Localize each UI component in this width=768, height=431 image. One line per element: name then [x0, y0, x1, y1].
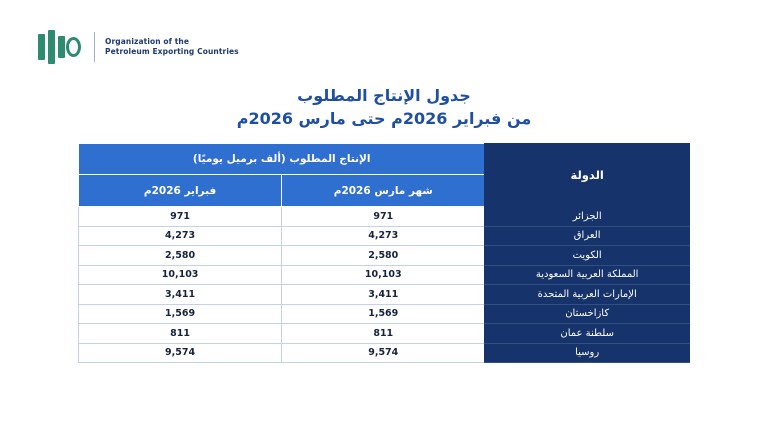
page-title-line1: جدول الإنتاج المطلوب — [297, 86, 471, 105]
table-row — [79, 207, 690, 227]
table-row — [79, 304, 690, 324]
table-row — [79, 343, 690, 363]
cell-country: العراق — [485, 226, 690, 246]
cell-march: 971 — [282, 207, 485, 227]
cell-march: 4,273 — [282, 226, 485, 246]
table-header-row-1 — [79, 144, 690, 175]
logo-divider — [94, 32, 95, 62]
cell-march: 10,103 — [282, 265, 485, 285]
cell-february: 971 — [79, 207, 282, 227]
column-header-country: الدولة — [485, 144, 690, 207]
cell-country: المملكة العربية السعودية — [485, 265, 690, 285]
production-table — [78, 143, 690, 363]
cell-march: 1,569 — [282, 304, 485, 324]
table-row — [79, 246, 690, 266]
table-row — [79, 285, 690, 305]
column-header-february: فبراير 2026م — [79, 175, 282, 207]
cell-february: 2,580 — [79, 246, 282, 266]
table-row — [79, 226, 690, 246]
cell-march: 3,411 — [282, 285, 485, 305]
cell-march: 9,574 — [282, 343, 485, 363]
table-row — [79, 324, 690, 344]
column-header-group: الإنتاج المطلوب (ألف برميل يوميًا) — [79, 144, 485, 175]
logo-wordmark-line2: Petroleum Exporting Countries — [105, 47, 239, 56]
table-body — [79, 207, 690, 363]
cell-country: الكويت — [485, 246, 690, 266]
cell-country: سلطنة عمان — [485, 324, 690, 344]
cell-march: 2,580 — [282, 246, 485, 266]
column-header-march: شهر مارس 2026م — [282, 175, 485, 207]
cell-country: كازاخستان — [485, 304, 690, 324]
page-title-line2: من فبراير 2026م حتى مارس 2026م — [236, 109, 532, 128]
table-head — [79, 144, 690, 207]
table-row — [79, 265, 690, 285]
logo-wordmark-line1: Organization of the — [105, 37, 190, 46]
cell-country: روسيا — [485, 343, 690, 363]
cell-country: الإمارات العربية المتحدة — [485, 285, 690, 305]
logo-wordmark — [105, 37, 239, 57]
production-table-container — [78, 143, 690, 363]
cell-february: 10,103 — [79, 265, 282, 285]
cell-february: 811 — [79, 324, 282, 344]
page-title — [0, 84, 768, 130]
cell-march: 811 — [282, 324, 485, 344]
cell-february: 1,569 — [79, 304, 282, 324]
cell-february: 4,273 — [79, 226, 282, 246]
cell-country: الجزائر — [485, 207, 690, 227]
opec-logo — [38, 30, 239, 64]
cell-february: 3,411 — [79, 285, 282, 305]
cell-february: 9,574 — [79, 343, 282, 363]
opec-logo-icon — [38, 30, 82, 64]
